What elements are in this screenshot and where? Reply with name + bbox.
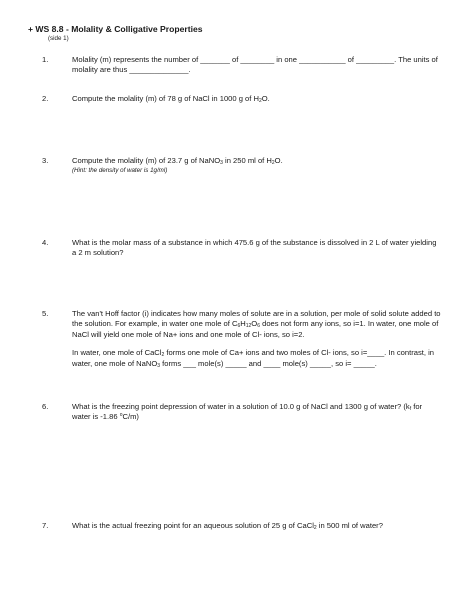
question-7	[42, 521, 442, 531]
question-2	[42, 94, 442, 104]
question-3	[42, 156, 442, 175]
question-text: What is the actual freezing point for an aqueous solution of 25 g of CaCl$_2$ in 500 ml of water?	[72, 521, 383, 531]
question-number: 5.	[42, 309, 49, 318]
question-4	[42, 238, 442, 259]
question-number: 3.	[42, 156, 49, 165]
question-number: 2.	[42, 94, 49, 103]
question-5	[42, 309, 442, 369]
question-number: 4.	[42, 238, 49, 247]
question-1	[42, 55, 442, 76]
question-text: What is the molar mass of a substance in which 475.6 g of the substance is dissolved in 2 L of water yielding a 2 m solution?	[72, 238, 437, 258]
worksheet-title: + WS 8.8 - Molality & Colligative Properties	[28, 24, 203, 34]
question-hint: (Hint: the density of water is 1g/ml)	[72, 167, 168, 175]
side-label: (side 1)	[48, 35, 69, 42]
question-paragraph-1: The van't Hoff factor (i) indicates how many moles of solute are in a solution, per mole of solid solute added to the solution. For example, in water one mole of $C_6H_{12}O_6$ does not form any ions, so i=1. In water, one mole of NaCl will yield one mole of Na+ ions and one mole of Cl- ions, so i=2.	[72, 309, 441, 339]
question-text: What is the freezing point depression of water in a solution of 10.0 g of NaCl and 1300 g of water? ($k_f$ for water is -1.86 $^o$C/m)	[72, 402, 423, 422]
question-number: 1.	[42, 55, 49, 64]
question-text: Compute the molality (m) of 23.7 g of NaNO$_3$ in 250 ml of $H_2O$.	[72, 156, 283, 166]
question-paragraph-2: In water, one mole of CaCl$_2$ forms one mole of Ca+ ions and two moles of Cl- ions, so i=____. In contrast, in water, one mole of NaNO$_3$ forms ___ mole(s) _____ and ____ mole(s) _____, so i= _____.	[72, 348, 434, 369]
question-text: Compute the molality (m) of 78 g of NaCl in 1000 g of $H_2O$.	[72, 94, 270, 104]
question-text: Molality (m) represents the number of _______ of ________ in one ___________ of _________. The units of molality are thus ______________.	[72, 55, 438, 75]
question-number: 7.	[42, 521, 49, 530]
question-number: 6.	[42, 402, 49, 411]
question-6	[42, 402, 442, 423]
